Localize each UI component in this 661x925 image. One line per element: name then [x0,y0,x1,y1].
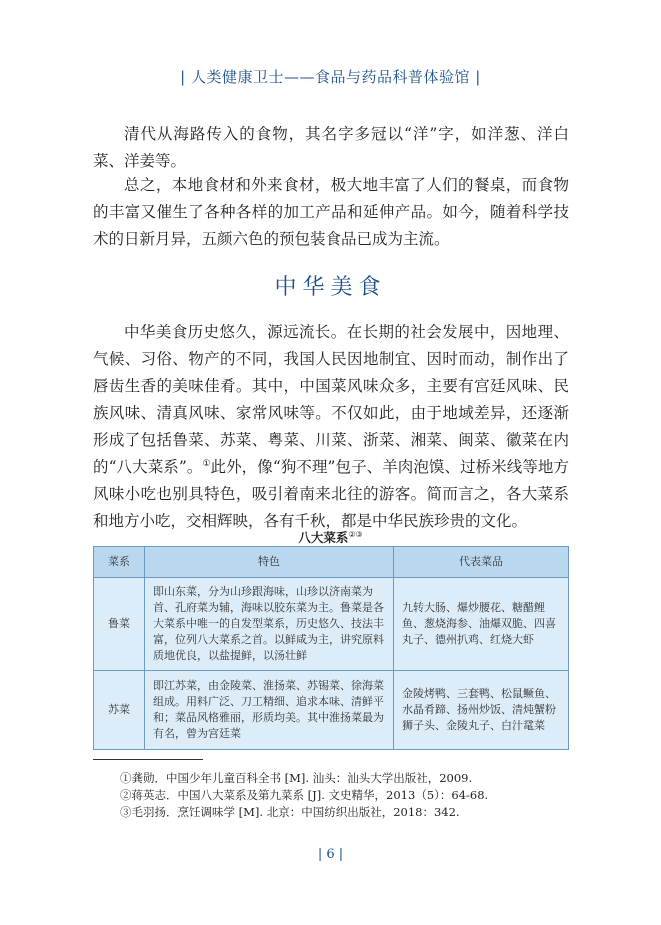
table-title-refs: ②③ [348,529,363,539]
paragraph-intro: 清代从海路传入的食物，其名字多冠以“洋”字，如洋葱、洋白菜、洋姜等。 [93,125,569,170]
cell-features: 即山东菜，分为山珍跟海味，山珍以济南菜为首、孔府菜为辅，海味以胶东菜为主。鲁菜是各大菜系中唯一的自发型菜系，历史悠久、技法丰富，位列八大菜系之首。以鲜咸为主，讲究原料质地优良，以盐提鲜，以汤壮鲜 [145,578,394,671]
header-dishes: 代表菜品 [394,547,569,578]
table-header-row [94,547,569,578]
paragraph-cuisine-part1: 中华美食历史悠久，源远流长。在长期的社会发展中，因地理、气候、习俗、物产的不同，我国人民因地制宜、因时而动，制作出了唇齿生香的美味佳肴。其中，中国菜风味众多，主要有宫廷风味、民族风味、清真风味、家常风味等。不仅如此，由于地域差异，还逐渐形成了包括鲁菜、苏菜、粤菜、川菜、浙菜、湘菜、闽菜、徽菜在内的“八大菜系”。 [93,323,569,476]
table-row [94,671,569,750]
footnote-item: ①龚勋．中国少年儿童百科全书 [M]. 汕头：汕头大学出版社，2009. [120,771,473,785]
cell-name: 鲁菜 [94,578,145,671]
paragraph-summary: 总之，本地食材和外来食材，极大地丰富了人们的餐桌，而食物的丰富又催生了各种各样的加工产品和延伸产品。如今，随着科学技术的日新月异，五颜六色的预包装食品已成为主流。 [93,176,569,248]
section-title: 中华美食 [274,275,387,300]
footnote-divider [93,759,203,760]
footnote-ref: ① [202,458,211,469]
table-title-text: 八大菜系 [298,530,349,545]
page-number: | 6 | [317,847,344,862]
header-features: 特色 [145,547,394,578]
cuisine-table [93,546,569,750]
table-title [0,528,661,546]
cell-dishes: 九转大肠、爆炒腰花、糖醋鲤鱼、葱烧海参、油爆双脆、四喜丸子、德州扒鸡、红烧大虾 [394,578,569,671]
paragraph-cuisine-part2: 此外，像“狗不理”包子、羊肉泡馍、过桥米线等地方风味小吃也别具特色，吸引着南来北往的游客。简而言之，各大菜系和地方小吃，交相辉映，各有千秋，都是中华民族珍贵的文化。 [93,458,569,530]
running-header: | 人类健康卫士——食品与药品科普体验馆 | [180,68,481,86]
footnote-item: ③毛羽扬．烹饪调味学 [M]. 北京：中国纺织出版社，2018：342. [120,805,460,819]
cell-dishes: 金陵烤鸭、三套鸭、松鼠鳜鱼、水晶肴蹄、扬州炒饭、清炖蟹粉狮子头、金陵丸子、白汁鼋菜 [394,671,569,750]
cell-features: 即江苏菜，由金陵菜、淮扬菜、苏锡菜、徐海菜组成。用料广泛、刀工精细、追求本味、清鲜平和；菜品风格雅丽，形质均美。其中淮扬菜最为有名，曾为宫廷菜 [145,671,394,750]
footnote-item: ②蒋英志．中国八大菜系及第九菜系 [J]. 文史精华，2013（5）：64-68. [120,788,489,802]
paragraph-cuisine [93,319,569,535]
header-name: 菜系 [94,547,145,578]
table-row [94,578,569,671]
cell-name: 苏菜 [94,671,145,750]
footnotes [120,770,580,821]
